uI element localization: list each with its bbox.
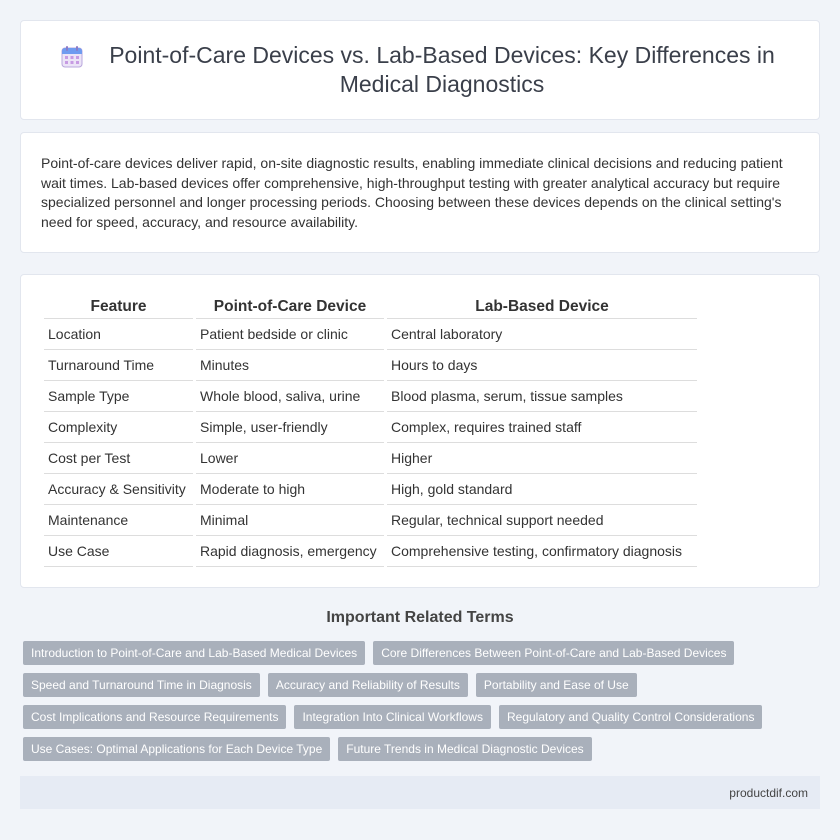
table-row: [44, 443, 697, 474]
title-wrap: [61, 41, 779, 99]
table-cell: Minutes: [196, 350, 384, 381]
calendar-icon: [61, 46, 83, 68]
page-title: Point-of-Care Devices vs. Lab-Based Devices: Key Differences in Medical Diagnostics: [109, 42, 775, 97]
table-cell: Cost per Test: [44, 443, 193, 474]
related-term-tag[interactable]: Introduction to Point-of-Care and Lab-Based Medical Devices: [23, 641, 365, 665]
table-cell: High, gold standard: [387, 474, 697, 505]
table-cell: Location: [44, 319, 193, 350]
header-card: [20, 20, 820, 120]
table-cell: Whole blood, saliva, urine: [196, 381, 384, 412]
table-cell: Comprehensive testing, confirmatory diagnosis: [387, 536, 697, 567]
related-term-tag[interactable]: Regulatory and Quality Control Considerations: [499, 705, 762, 729]
intro-card: [20, 132, 820, 253]
related-term-tag[interactable]: Use Cases: Optimal Applications for Each Device Type: [23, 737, 330, 761]
related-terms-list: [23, 641, 823, 769]
footer-site-link[interactable]: productdif.com: [729, 785, 808, 800]
related-term-tag[interactable]: Portability and Ease of Use: [476, 673, 637, 697]
comparison-card: [20, 274, 820, 588]
table-cell: Patient bedside or clinic: [196, 319, 384, 350]
related-term-tag[interactable]: Integration Into Clinical Workflows: [294, 705, 491, 729]
table-cell: Complexity: [44, 412, 193, 443]
tag-row: [23, 705, 823, 729]
table-cell: Accuracy & Sensitivity: [44, 474, 193, 505]
header-feature: Feature: [44, 295, 193, 319]
table-cell: Blood plasma, serum, tissue samples: [387, 381, 697, 412]
table-header-row: [44, 295, 697, 319]
table-row: [44, 412, 697, 443]
intro-paragraph: Point-of-care devices deliver rapid, on-site diagnostic results, enabling immediate clinical decisions and reducing patient wait times. Lab-based devices offer comprehensive, high-throughput testing with greater analytical accuracy but require specialized personnel and longer processing periods. Choosing between these devices depends on the clinical setting's need for speed, accuracy, and resource availability.: [41, 155, 783, 230]
table-cell: Turnaround Time: [44, 350, 193, 381]
table-cell: Regular, technical support needed: [387, 505, 697, 536]
table-cell: Maintenance: [44, 505, 193, 536]
table-row: [44, 536, 697, 567]
comparison-table: [41, 295, 700, 567]
table-row: [44, 350, 697, 381]
table-row: [44, 381, 697, 412]
related-terms-title: Important Related Terms: [326, 609, 514, 626]
table-cell: Use Case: [44, 536, 193, 567]
related-term-tag[interactable]: Future Trends in Medical Diagnostic Devices: [338, 737, 591, 761]
table-cell: Sample Type: [44, 381, 193, 412]
table-row: [44, 474, 697, 505]
table-cell: Simple, user-friendly: [196, 412, 384, 443]
footer: [20, 776, 820, 809]
table-row: [44, 505, 697, 536]
related-term-tag[interactable]: Accuracy and Reliability of Results: [268, 673, 468, 697]
tag-row: [23, 737, 823, 761]
tag-row: [23, 641, 823, 665]
related-term-tag[interactable]: Cost Implications and Resource Requirements: [23, 705, 286, 729]
header-lab-based: Lab-Based Device: [387, 295, 697, 319]
table-cell: Hours to days: [387, 350, 697, 381]
table-cell: Rapid diagnosis, emergency: [196, 536, 384, 567]
tag-row: [23, 673, 823, 697]
table-cell: Lower: [196, 443, 384, 474]
table-cell: Minimal: [196, 505, 384, 536]
related-term-tag[interactable]: Speed and Turnaround Time in Diagnosis: [23, 673, 260, 697]
table-cell: Complex, requires trained staff: [387, 412, 697, 443]
table-cell: Moderate to high: [196, 474, 384, 505]
table-row: [44, 319, 697, 350]
table-cell: Central laboratory: [387, 319, 697, 350]
related-term-tag[interactable]: Core Differences Between Point-of-Care and Lab-Based Devices: [373, 641, 734, 665]
header-point-of-care: Point-of-Care Device: [196, 295, 384, 319]
table-cell: Higher: [387, 443, 697, 474]
